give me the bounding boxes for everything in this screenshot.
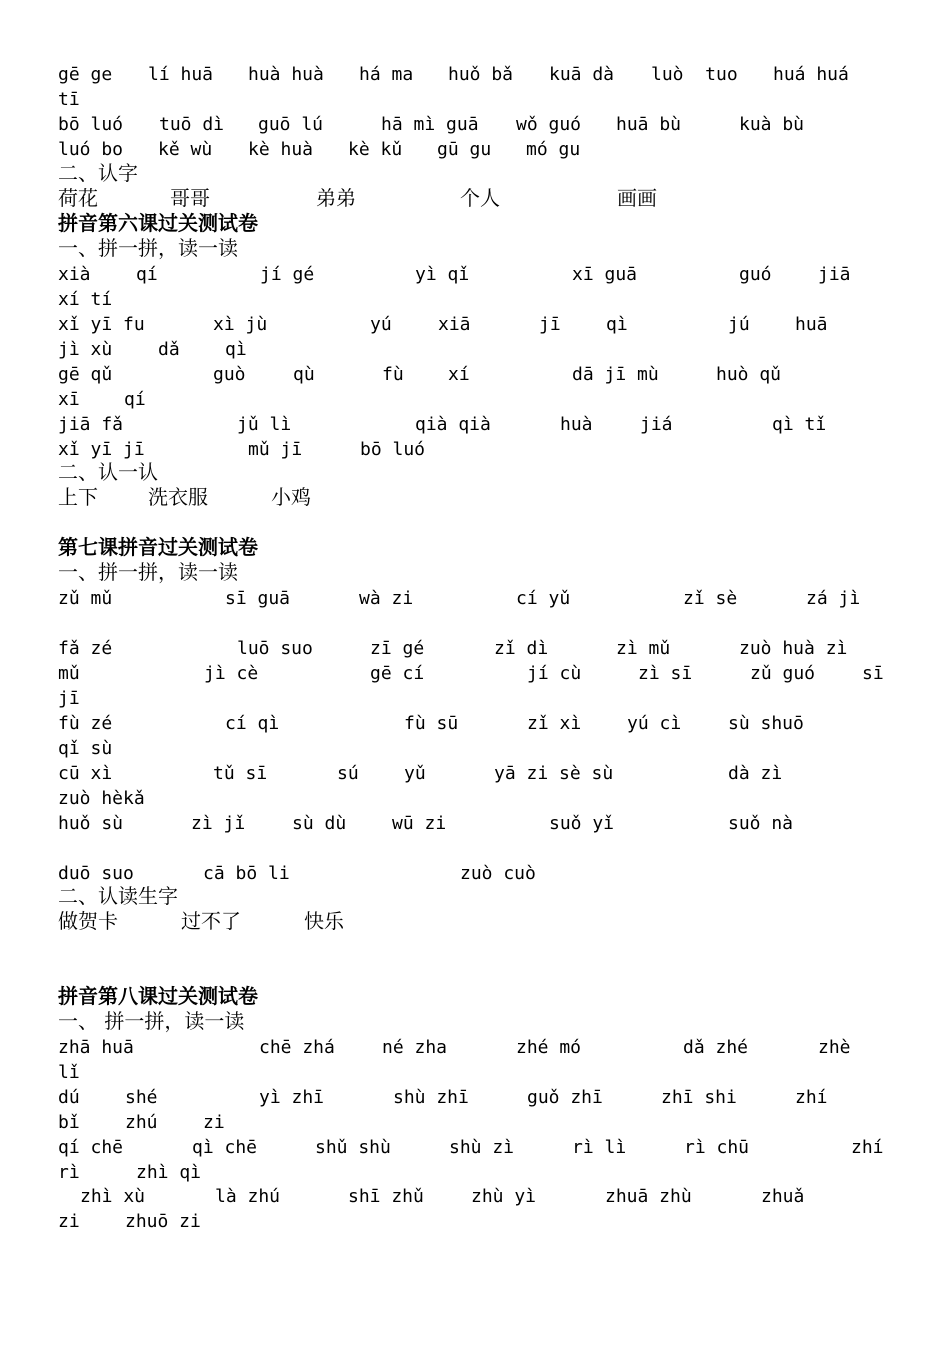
pinyin-word: zhí [851,1137,884,1158]
pinyin-word: qì chē [192,1137,258,1158]
pinyin-word: zhī shi [661,1087,737,1108]
pinyin-word: dā jī mù [572,364,659,385]
pinyin-word: bǐ [58,1112,80,1133]
pinyin-word: guō lú [258,114,324,135]
pinyin-word: há ma [359,64,414,85]
pinyin-word: sī [862,663,884,684]
pinyin-word: jú [728,314,750,335]
pinyin-word: zhí [795,1087,828,1108]
pinyin-row [58,1037,851,1061]
section-title: 第七课拼音过关测试卷 [58,535,258,559]
pinyin-word: zhè [818,1037,851,1058]
pinyin-word: bō luó [58,114,124,135]
pinyin-word: xǐ yī fu [58,314,145,335]
pinyin-row [58,114,805,138]
pinyin-word: dǎ zhé [683,1037,749,1058]
pinyin-word: cū xì [58,763,113,784]
pinyin-row: qǐ sù [58,738,113,759]
pinyin-row: xí tí [58,289,113,310]
pinyin-row [58,1162,202,1186]
pinyin-word: fù zé [58,713,113,734]
pinyin-word: guó [739,264,772,285]
pinyin-word: zi [203,1112,225,1133]
pinyin-word: mǔ jī [248,439,303,460]
pinyin-word: qì tǐ [772,414,827,435]
pinyin-word: fù sū [404,713,459,734]
pinyin-word: zì jǐ [191,813,246,834]
pinyin-word: kě wù [158,139,213,160]
pinyin-row [58,588,861,612]
pinyin-row [58,139,581,163]
pinyin-word: kè huà [248,139,314,160]
pinyin-word: zǐ dì [494,638,549,659]
pinyin-word: sú [337,763,359,784]
pinyin-word: kuā dà [549,64,615,85]
pinyin-word: zǐ xì [527,713,582,734]
pinyin-word: cí yǔ [516,588,571,609]
chinese-word: 弟弟 [316,186,356,210]
pinyin-row [58,813,794,837]
pinyin-word: cí qì [225,713,280,734]
pinyin-word: zī gé [370,638,425,659]
pinyin-row [58,314,828,338]
pinyin-word: qí chē [58,1137,124,1158]
pinyin-word: zhuǎ [761,1186,805,1207]
pinyin-word: yì qǐ [415,264,470,285]
section-title: 拼音第八课过关测试卷 [58,984,258,1008]
pinyin-word: huā bù [616,114,682,135]
pinyin-word: yú [370,314,392,335]
pinyin-word: zi [58,1211,80,1232]
pinyin-word: xiā [438,314,471,335]
pinyin-word: kè kǔ [348,139,403,160]
pinyin-word: shī zhǔ [348,1186,424,1207]
pinyin-word: zì mǔ [616,638,671,659]
chinese-word: 洗衣服 [148,485,208,509]
pinyin-word: jiā fǎ [58,414,124,435]
pinyin-row [58,1112,225,1136]
pinyin-word: jì xù [58,339,113,360]
pinyin-word: shù zì [449,1137,515,1158]
chinese-word: 哥哥 [170,186,210,210]
pinyin-row: tī [58,89,80,110]
section-title: 拼音第六课过关测试卷 [58,211,258,235]
pinyin-row: lǐ [58,1062,80,1083]
pinyin-word: xī [58,389,80,410]
pinyin-word: rì lì [572,1137,627,1158]
pinyin-word: zhì qì [136,1162,202,1183]
section-heading: 一、拼一拼，读一读 [58,236,238,260]
pinyin-word: yú cì [627,713,682,734]
chinese-word: 荷花 [58,186,98,210]
pinyin-word: gū gu [437,139,492,160]
pinyin-word: fǎ zé [58,638,113,659]
pinyin-word: zì sī [638,663,693,684]
pinyin-word: xí [448,364,470,385]
pinyin-word: cā bō li [203,863,290,884]
chinese-word: 个人 [460,186,500,210]
pinyin-row [58,638,848,662]
pinyin-word: guò [213,364,246,385]
pinyin-word: hā mì guā [381,114,479,135]
chinese-word: 上下 [58,485,98,509]
pinyin-word: tuō dì [159,114,225,135]
pinyin-word: zǔ guó [750,663,816,684]
pinyin-word: zhù yì [471,1186,537,1207]
pinyin-word: zhā huā [58,1037,134,1058]
section-heading: 一、拼一拼，读一读 [58,560,238,584]
pinyin-word: kuà bù [739,114,805,135]
pinyin-word: dǎ [158,339,180,360]
pinyin-word: xī guā [572,264,638,285]
pinyin-word: jí gé [260,264,315,285]
pinyin-word: suǒ nà [728,813,794,834]
section-heading: 二、认一认 [58,460,158,484]
pinyin-word: luò tuo [651,64,738,85]
pinyin-word: jì cè [204,663,259,684]
pinyin-word: gē ge [58,64,113,85]
pinyin-word: duō suo [58,863,134,884]
pinyin-word: zuò huà zì [739,638,848,659]
pinyin-row [58,414,827,438]
pinyin-word: dú [58,1087,80,1108]
pinyin-word: wū zi [392,813,447,834]
pinyin-word: xià [58,264,91,285]
pinyin-row [58,389,146,413]
pinyin-word: guǒ zhī [527,1087,603,1108]
pinyin-word: suǒ yǐ [549,813,615,834]
pinyin-word: wǒ guó [516,114,582,135]
pinyin-word: zhì xù [80,1186,146,1207]
pinyin-word: lí huā [148,64,214,85]
pinyin-word: sù dù [292,813,347,834]
pinyin-word: yì zhī [259,1087,325,1108]
pinyin-word: huà huà [248,64,324,85]
chinese-row [58,909,344,934]
section-heading: 一、 拼一拼，读一读 [58,1009,245,1033]
chinese-word: 做贺卡 [58,909,118,933]
pinyin-word: xì jù [213,314,268,335]
pinyin-word: qià qià [415,414,491,435]
pinyin-word: jí cù [527,663,582,684]
pinyin-word: jī [539,314,561,335]
pinyin-word: zǐ sè [683,588,738,609]
pinyin-row [58,64,849,88]
pinyin-word: yǔ [404,763,426,784]
pinyin-word: rì [58,1162,80,1183]
chinese-word: 小鸡 [271,485,311,509]
pinyin-word: jǔ lì [237,414,292,435]
pinyin-word: huǒ bǎ [448,64,514,85]
section-heading: 二、认字 [58,161,138,185]
pinyin-word: huá huá [773,64,849,85]
pinyin-word: qí [124,389,146,410]
pinyin-word: luō suo [237,638,313,659]
pinyin-word: mó gu [526,139,581,160]
pinyin-row [58,364,782,388]
pinyin-word: zá jì [806,588,861,609]
chinese-word: 画画 [617,186,657,210]
pinyin-word: gē qǔ [58,364,113,385]
pinyin-word: wà zi [359,588,414,609]
pinyin-row: zuò hèkǎ [58,788,145,809]
pinyin-word: luó bo [58,139,124,160]
pinyin-word: xǐ yī jī [58,439,145,460]
pinyin-word: huà [560,414,593,435]
pinyin-row [58,1137,884,1161]
chinese-word: 快乐 [304,909,344,933]
pinyin-word: shù zhī [393,1087,469,1108]
pinyin-word: sù shuō [728,713,804,734]
pinyin-word: shǔ shù [315,1137,391,1158]
pinyin-word: shé [125,1087,158,1108]
pinyin-word: sī guā [225,588,291,609]
pinyin-word: là zhú [215,1186,281,1207]
pinyin-row [58,763,783,787]
pinyin-word: fù [382,364,404,385]
pinyin-word: huǒ sù [58,813,124,834]
pinyin-word: zǔ mǔ [58,588,113,609]
chinese-row [58,186,657,211]
pinyin-word: jiá [640,414,673,435]
pinyin-row [58,1211,201,1235]
section-heading: 二、认读生字 [58,884,178,908]
pinyin-row [58,339,247,363]
pinyin-word: zuò cuò [460,863,536,884]
pinyin-word: huā [795,314,828,335]
pinyin-word: zhuā zhù [605,1186,692,1207]
pinyin-word: bō luó [360,439,426,460]
chinese-row [58,485,311,510]
pinyin-word: qí [136,264,158,285]
pinyin-word: dà zì [728,763,783,784]
pinyin-row [58,663,884,687]
pinyin-word: gē cí [370,663,425,684]
pinyin-row [58,1087,828,1111]
pinyin-word: jiā [818,264,851,285]
pinyin-word: qì [225,339,247,360]
pinyin-word: né zha [382,1037,448,1058]
pinyin-row [58,264,851,288]
pinyin-word: rì chū [684,1137,750,1158]
pinyin-row [58,713,804,737]
pinyin-word: yā zi sè sù [494,763,614,784]
pinyin-word: zhuō zi [125,1211,201,1232]
pinyin-word: zhú [125,1112,158,1133]
chinese-word: 过不了 [181,909,241,933]
pinyin-word: chē zhá [259,1037,335,1058]
pinyin-word: qì [606,314,628,335]
pinyin-row [58,1186,805,1210]
pinyin-word: huò qǔ [716,364,782,385]
pinyin-word: tǔ sī [213,763,268,784]
pinyin-word: zhé mó [516,1037,582,1058]
pinyin-word: qù [293,364,315,385]
pinyin-word: mǔ [58,663,80,684]
pinyin-row: jī [58,688,80,709]
